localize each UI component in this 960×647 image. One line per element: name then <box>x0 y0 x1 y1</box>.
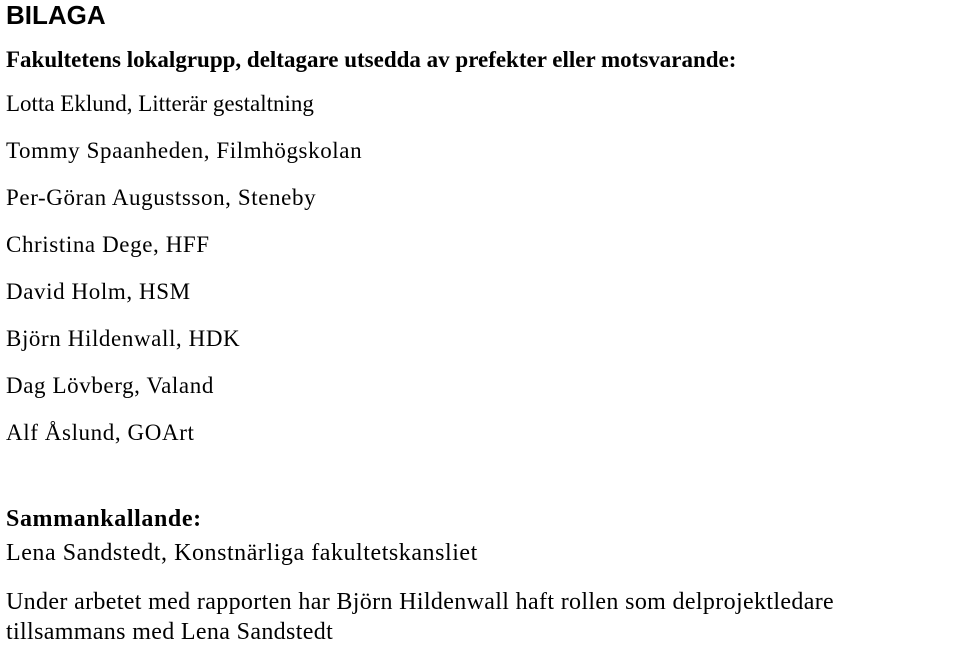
closing-note-line: Under arbetet med rapporten har Björn Hildenwall haft rollen som delprojektledare <box>6 589 835 615</box>
convener-label: Sammankallande: <box>6 506 202 532</box>
list-item: David Holm, HSM <box>6 279 191 304</box>
list-item: Alf Åslund, GOArt <box>6 420 195 445</box>
list-item: Lotta Eklund, Litterär gestaltning <box>6 91 314 116</box>
closing-note <box>6 587 960 647</box>
page-heading: BILAGA <box>6 0 106 30</box>
list-item: Per-Göran Augustsson, Steneby <box>6 185 317 210</box>
group-title: Fakultetens lokalgrupp, deltagare utsedda av prefekter eller motsvarande: <box>6 47 737 72</box>
member-list <box>6 90 362 466</box>
closing-note-line: tillsammans med Lena Sandstedt <box>6 619 334 645</box>
list-item: Björn Hildenwall, HDK <box>6 326 241 351</box>
convener-name: Lena Sandstedt, Konstnärliga fakultetskansliet <box>6 540 478 566</box>
list-item: Dag Lövberg, Valand <box>6 373 214 398</box>
list-item: Christina Dege, HFF <box>6 232 210 257</box>
list-item: Tommy Spaanheden, Filmhögskolan <box>6 138 363 163</box>
